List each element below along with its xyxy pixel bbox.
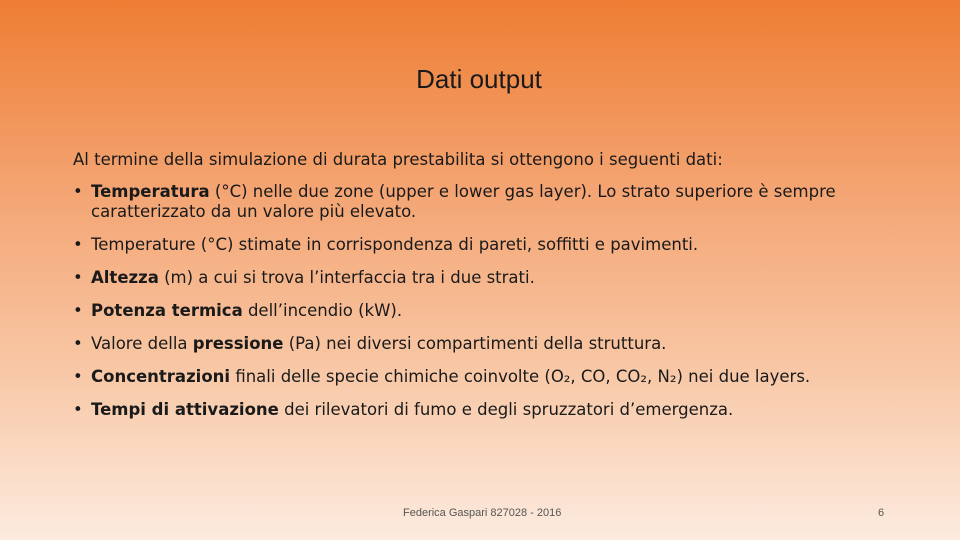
bullet-bold: Tempi di attivazione [91, 400, 279, 419]
bullet-list [73, 182, 903, 433]
bullet-text: dei rilevatori di fumo e degli spruzzatori d’emergenza. [278, 400, 734, 419]
bullet-dot-icon: • [73, 334, 83, 353]
bullet-text: (°C) nelle due zone (upper e lower gas layer). Lo strato superiore è sempre caratterizzato da un valore più elevato. [91, 182, 836, 221]
bullet-dot-icon: • [73, 182, 83, 201]
bullet-bold: pressione [192, 334, 284, 353]
bullet-text: dell’incendio (kW). [242, 301, 403, 320]
page-number: 6 [878, 507, 885, 519]
bullet-item [73, 334, 903, 354]
bullet-text: (Pa) nei diversi compartimenti della struttura. [283, 334, 667, 353]
bullet-item [73, 235, 903, 255]
bullet-bold: Concentrazioni [91, 367, 231, 386]
bullet-item [73, 268, 903, 288]
bullet-item [73, 367, 903, 387]
bullet-dot-icon: • [73, 400, 83, 419]
bullet-dot-icon: • [73, 268, 83, 287]
footer-author: Federica Gaspari 827028 - 2016 [403, 507, 562, 519]
bullet-dot-icon: • [73, 367, 83, 386]
bullet-text: (m) a cui si trova l’interfaccia tra i due strati. [158, 268, 535, 287]
bullet-dot-icon: • [73, 235, 83, 254]
bullet-item [73, 400, 903, 420]
bullet-text: Temperature (°C) stimate in corrispondenza di pareti, soffitti e pavimenti. [91, 235, 699, 254]
slide-title [0, 64, 960, 95]
bullet-text: Valore della [91, 334, 193, 353]
bullet-item [73, 301, 903, 321]
bullet-bold: Temperatura [91, 182, 210, 201]
bullet-item [73, 182, 903, 222]
bullet-dot-icon: • [73, 301, 83, 320]
slide-title-text: Dati output [416, 64, 542, 94]
bullet-bold: Altezza [91, 268, 159, 287]
bullet-text: finali delle specie chimiche coinvolte (O₂, CO, CO₂, N₂) nei due layers. [230, 367, 811, 386]
bullet-bold: Potenza termica [91, 301, 243, 320]
intro-text: Al termine della simulazione di durata prestabilita si ottengono i seguenti dati: [73, 150, 723, 169]
